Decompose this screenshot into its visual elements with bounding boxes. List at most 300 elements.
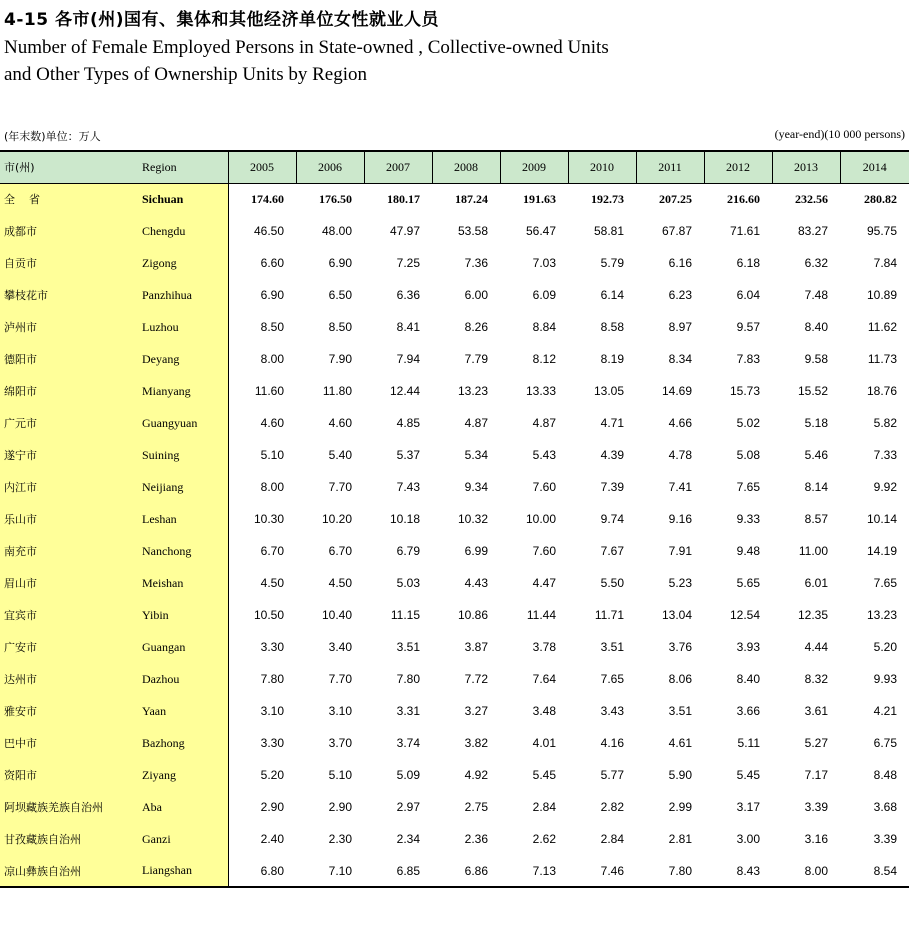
value-cell: 3.17 [736, 800, 760, 814]
city-name-cell: 泸州市 [0, 311, 132, 343]
value-cell: 9.58 [804, 352, 828, 366]
value-cell: 6.99 [464, 544, 488, 558]
region-name-cell: Aba [132, 791, 228, 823]
value-cell: 71.61 [729, 224, 760, 238]
value-cell: 4.87 [464, 416, 488, 430]
value-cell: 7.43 [396, 480, 420, 494]
region-name-cell: Dazhou [132, 663, 228, 695]
value-cell: 15.73 [729, 384, 760, 398]
city-name-cell: 眉山市 [0, 567, 132, 599]
region-name-cell: Zigong [132, 247, 228, 279]
value-cell: 13.23 [457, 384, 488, 398]
value-cell: 47.97 [389, 224, 420, 238]
city-name-cell: 乐山市 [0, 503, 132, 535]
city-name-cell: 广安市 [0, 631, 132, 663]
region-name-cell: Liangshan [132, 855, 228, 887]
region-name-cell: Sichuan [132, 183, 228, 215]
city-name-cell: 雅安市 [0, 695, 132, 727]
value-cell: 5.77 [600, 768, 624, 782]
value-cell: 3.93 [736, 640, 760, 654]
value-cell: 5.20 [260, 768, 284, 782]
value-cell: 7.83 [736, 352, 760, 366]
value-cell: 174.60 [251, 191, 284, 206]
value-cell: 3.30 [260, 640, 284, 654]
value-cell: 5.43 [532, 448, 556, 462]
table-row [0, 695, 909, 727]
region-name-cell: Luzhou [132, 311, 228, 343]
value-cell: 46.50 [253, 224, 284, 238]
value-cell: 4.60 [260, 416, 284, 430]
column-header-year: 2011 [636, 151, 704, 183]
value-cell: 4.16 [600, 736, 624, 750]
table-row [0, 375, 909, 407]
value-cell: 7.80 [636, 855, 704, 887]
value-cell: 2.30 [328, 832, 352, 846]
table-body [0, 183, 909, 887]
column-header-year: 2014 [840, 151, 909, 183]
city-name-cell: 内江市 [0, 471, 132, 503]
value-cell: 4.85 [396, 416, 420, 430]
value-cell: 5.08 [736, 448, 760, 462]
table-row [0, 759, 909, 791]
table-row [0, 247, 909, 279]
city-name-cell: 甘孜藏族自治州 [0, 823, 132, 855]
value-cell: 11.71 [594, 608, 624, 622]
table-row [0, 823, 909, 855]
value-cell: 3.31 [396, 704, 420, 718]
value-cell: 4.43 [464, 576, 488, 590]
value-cell: 8.97 [668, 320, 692, 334]
table-row [0, 599, 909, 631]
city-name-cell: 凉山彝族自治州 [0, 855, 132, 887]
value-cell: 11.80 [322, 384, 352, 398]
value-cell: 191.63 [523, 191, 556, 206]
table-row [0, 439, 909, 471]
value-cell: 5.10 [260, 448, 284, 462]
column-header-year: 2010 [568, 151, 636, 183]
value-cell: 232.56 [795, 191, 828, 206]
value-cell: 5.10 [328, 768, 352, 782]
value-cell: 5.11 [737, 736, 760, 750]
table-row [0, 535, 909, 567]
value-cell: 2.97 [396, 800, 420, 814]
column-header-year: 2009 [500, 151, 568, 183]
value-cell: 4.60 [328, 416, 352, 430]
value-cell: 18.76 [866, 384, 897, 398]
table-row-total [0, 183, 909, 215]
value-cell: 8.40 [804, 320, 828, 334]
value-cell: 7.65 [736, 480, 760, 494]
value-cell: 10.32 [457, 512, 488, 526]
value-cell: 2.81 [668, 832, 692, 846]
value-cell: 4.71 [600, 416, 624, 430]
value-cell: 2.34 [396, 832, 420, 846]
value-cell: 4.87 [532, 416, 556, 430]
value-cell: 7.80 [396, 672, 420, 686]
region-name-cell: Meishan [132, 567, 228, 599]
value-cell: 2.75 [464, 800, 488, 814]
value-cell: 2.90 [260, 800, 284, 814]
value-cell: 2.84 [600, 832, 624, 846]
value-cell: 6.70 [260, 544, 284, 558]
city-name-cell: 南充市 [0, 535, 132, 567]
value-cell: 6.09 [532, 288, 556, 302]
value-cell: 3.51 [600, 640, 624, 654]
value-cell: 53.58 [457, 224, 488, 238]
value-cell: 6.04 [736, 288, 760, 302]
value-cell: 4.50 [328, 576, 352, 590]
column-header-year: 2005 [228, 151, 296, 183]
city-name-cell: 广元市 [0, 407, 132, 439]
value-cell: 10.86 [457, 608, 488, 622]
value-cell: 7.39 [600, 480, 624, 494]
region-name-cell: Mianyang [132, 375, 228, 407]
table-row [0, 567, 909, 599]
value-cell: 2.99 [668, 800, 692, 814]
table-row [0, 791, 909, 823]
value-cell: 8.06 [668, 672, 692, 686]
column-header-year: 2012 [704, 151, 772, 183]
value-cell: 8.41 [396, 320, 420, 334]
city-name-cell: 宜宾市 [0, 599, 132, 631]
value-cell: 8.12 [532, 352, 556, 366]
region-name-cell: Yibin [132, 599, 228, 631]
table-row [0, 407, 909, 439]
value-cell: 6.01 [804, 576, 828, 590]
value-cell: 3.16 [804, 832, 828, 846]
value-cell: 7.17 [804, 768, 828, 782]
value-cell: 8.50 [260, 320, 284, 334]
value-cell: 9.34 [464, 480, 488, 494]
value-cell: 8.14 [804, 480, 828, 494]
value-cell: 6.75 [873, 736, 897, 750]
value-cell: 7.64 [532, 672, 556, 686]
value-cell: 5.09 [396, 768, 420, 782]
value-cell: 5.65 [736, 576, 760, 590]
value-cell: 2.90 [328, 800, 352, 814]
value-cell: 3.27 [464, 704, 488, 718]
value-cell: 2.82 [600, 800, 624, 814]
region-name-cell: Neijiang [132, 471, 228, 503]
value-cell: 83.27 [797, 224, 828, 238]
value-cell: 6.23 [668, 288, 692, 302]
value-cell: 7.48 [804, 288, 828, 302]
value-cell: 14.19 [866, 544, 897, 558]
value-cell: 7.72 [464, 672, 488, 686]
value-cell: 3.66 [736, 704, 760, 718]
city-name-cell: 巴中市 [0, 727, 132, 759]
value-cell: 5.23 [668, 576, 692, 590]
column-header-year: 2013 [772, 151, 840, 183]
city-name-cell: 全省 [0, 183, 132, 215]
value-cell: 6.90 [260, 288, 284, 302]
unit-note-english: (year-end)(10 000 persons) [774, 127, 905, 141]
value-cell: 5.37 [396, 448, 420, 462]
value-cell: 48.00 [321, 224, 352, 238]
value-cell: 10.20 [321, 512, 352, 526]
value-cell: 187.24 [455, 191, 488, 206]
value-cell: 7.60 [532, 544, 556, 558]
value-cell: 4.92 [464, 768, 488, 782]
data-table [0, 150, 909, 888]
value-cell: 67.87 [661, 224, 692, 238]
region-name-cell: Bazhong [132, 727, 228, 759]
value-cell: 216.60 [727, 191, 760, 206]
value-cell: 6.16 [668, 256, 692, 270]
value-cell: 3.78 [532, 640, 556, 654]
city-name-cell: 达州市 [0, 663, 132, 695]
value-cell: 8.32 [804, 672, 828, 686]
city-name-cell: 资阳市 [0, 759, 132, 791]
region-name-cell: Leshan [132, 503, 228, 535]
value-cell: 3.39 [804, 800, 828, 814]
value-cell: 8.43 [704, 855, 772, 887]
value-cell: 56.47 [525, 224, 556, 238]
region-name-cell: Panzhihua [132, 279, 228, 311]
value-cell: 10.89 [866, 288, 897, 302]
value-cell: 6.90 [328, 256, 352, 270]
value-cell: 3.70 [328, 736, 352, 750]
value-cell: 8.48 [873, 768, 897, 782]
value-cell: 3.87 [464, 640, 488, 654]
value-cell: 176.50 [319, 191, 352, 206]
value-cell: 7.65 [600, 672, 624, 686]
value-cell: 6.86 [432, 855, 500, 887]
value-cell: 9.57 [736, 320, 760, 334]
value-cell: 8.50 [328, 320, 352, 334]
value-cell: 7.80 [260, 672, 284, 686]
region-name-cell: Suining [132, 439, 228, 471]
value-cell: 5.79 [600, 256, 624, 270]
value-cell: 10.40 [321, 608, 352, 622]
value-cell: 4.66 [668, 416, 692, 430]
value-cell: 9.74 [600, 512, 624, 526]
value-cell: 7.70 [328, 672, 352, 686]
value-cell: 207.25 [659, 191, 692, 206]
table-row [0, 631, 909, 663]
value-cell: 7.33 [873, 448, 897, 462]
value-cell: 5.82 [873, 416, 897, 430]
value-cell: 6.80 [228, 855, 296, 887]
value-cell: 7.67 [600, 544, 624, 558]
value-cell: 7.25 [396, 256, 420, 270]
value-cell: 4.78 [668, 448, 692, 462]
value-cell: 6.18 [736, 256, 760, 270]
value-cell: 7.60 [532, 480, 556, 494]
value-cell: 8.19 [600, 352, 624, 366]
column-header-city: 市(州) [0, 151, 132, 183]
value-cell: 7.70 [328, 480, 352, 494]
value-cell: 6.14 [600, 288, 624, 302]
city-name-cell: 遂宁市 [0, 439, 132, 471]
city-name-cell: 自贡市 [0, 247, 132, 279]
table-row [0, 311, 909, 343]
region-name-cell: Deyang [132, 343, 228, 375]
value-cell: 12.35 [797, 608, 828, 622]
value-cell: 7.13 [500, 855, 568, 887]
value-cell: 7.03 [532, 256, 556, 270]
value-cell: 7.10 [296, 855, 364, 887]
value-cell: 7.90 [328, 352, 352, 366]
city-name-cell: 阿坝藏族羌族自治州 [0, 791, 132, 823]
region-name-cell: Guangan [132, 631, 228, 663]
value-cell: 7.65 [873, 576, 897, 590]
value-cell: 10.00 [525, 512, 556, 526]
value-cell: 11.62 [867, 320, 897, 334]
value-cell: 3.61 [804, 704, 828, 718]
value-cell: 5.18 [804, 416, 828, 430]
value-cell: 5.40 [328, 448, 352, 462]
table-row [0, 279, 909, 311]
value-cell: 7.79 [464, 352, 488, 366]
table-title-english-line2: and Other Types of Ownership Units by Region [4, 64, 367, 85]
value-cell: 10.18 [389, 512, 420, 526]
value-cell: 3.40 [328, 640, 352, 654]
value-cell: 3.10 [328, 704, 352, 718]
value-cell: 8.57 [804, 512, 828, 526]
value-cell: 2.36 [464, 832, 488, 846]
value-cell: 4.61 [668, 736, 692, 750]
value-cell: 9.33 [736, 512, 760, 526]
header-row [0, 151, 909, 183]
value-cell: 2.62 [532, 832, 556, 846]
region-name-cell: Ziyang [132, 759, 228, 791]
column-header-region: Region [132, 151, 228, 183]
value-cell: 9.93 [873, 672, 897, 686]
table-row [0, 663, 909, 695]
value-cell: 95.75 [866, 224, 897, 238]
value-cell: 3.39 [873, 832, 897, 846]
table-title-english-line1: Number of Female Employed Persons in State-owned , Collective-owned Units [4, 37, 609, 58]
value-cell: 12.44 [389, 384, 420, 398]
value-cell: 3.51 [396, 640, 420, 654]
table-row [0, 855, 909, 887]
value-cell: 6.70 [328, 544, 352, 558]
region-name-cell: Chengdu [132, 215, 228, 247]
value-cell: 6.79 [396, 544, 420, 558]
value-cell: 8.34 [668, 352, 692, 366]
value-cell: 5.90 [668, 768, 692, 782]
value-cell: 6.60 [260, 256, 284, 270]
value-cell: 11.73 [867, 352, 897, 366]
value-cell: 3.00 [736, 832, 760, 846]
value-cell: 7.94 [396, 352, 420, 366]
city-name-cell: 绵阳市 [0, 375, 132, 407]
value-cell: 3.76 [668, 640, 692, 654]
table-title-chinese: 4-15 各市(州)国有、集体和其他经济单位女性就业人员 [4, 10, 439, 30]
value-cell: 9.48 [736, 544, 760, 558]
value-cell: 5.34 [464, 448, 488, 462]
value-cell: 7.41 [668, 480, 692, 494]
value-cell: 10.30 [253, 512, 284, 526]
value-cell: 5.50 [600, 576, 624, 590]
value-cell: 3.43 [600, 704, 624, 718]
value-cell: 8.00 [260, 352, 284, 366]
column-header-year: 2008 [432, 151, 500, 183]
value-cell: 3.51 [668, 704, 692, 718]
value-cell: 8.40 [736, 672, 760, 686]
value-cell: 13.33 [525, 384, 556, 398]
value-cell: 10.50 [253, 608, 284, 622]
value-cell: 2.84 [532, 800, 556, 814]
value-cell: 12.54 [729, 608, 760, 622]
value-cell: 3.30 [260, 736, 284, 750]
value-cell: 280.82 [864, 191, 897, 206]
value-cell: 4.50 [260, 576, 284, 590]
value-cell: 192.73 [591, 191, 624, 206]
table-row [0, 503, 909, 535]
city-name-cell: 成都市 [0, 215, 132, 247]
value-cell: 8.00 [260, 480, 284, 494]
value-cell: 7.46 [568, 855, 636, 887]
value-cell: 58.81 [593, 224, 624, 238]
value-cell: 5.27 [804, 736, 828, 750]
value-cell: 3.74 [396, 736, 420, 750]
value-cell: 8.54 [840, 855, 909, 887]
value-cell: 5.02 [736, 416, 760, 430]
value-cell: 6.36 [396, 288, 420, 302]
value-cell: 11.44 [526, 608, 556, 622]
value-cell: 4.21 [873, 704, 897, 718]
value-cell: 5.45 [532, 768, 556, 782]
unit-note-chinese: (年末数)单位：万人 [4, 130, 101, 143]
value-cell: 11.60 [254, 384, 284, 398]
table-row [0, 727, 909, 759]
column-header-year: 2006 [296, 151, 364, 183]
value-cell: 6.50 [328, 288, 352, 302]
value-cell: 8.84 [532, 320, 556, 334]
value-cell: 9.92 [873, 480, 897, 494]
value-cell: 5.03 [396, 576, 420, 590]
value-cell: 9.16 [668, 512, 692, 526]
table-row [0, 471, 909, 503]
value-cell: 6.85 [364, 855, 432, 887]
value-cell: 15.52 [797, 384, 828, 398]
value-cell: 6.32 [804, 256, 828, 270]
value-cell: 7.84 [873, 256, 897, 270]
value-cell: 3.10 [260, 704, 284, 718]
value-cell: 3.48 [532, 704, 556, 718]
value-cell: 8.00 [772, 855, 840, 887]
column-header-year: 2007 [364, 151, 432, 183]
value-cell: 6.00 [464, 288, 488, 302]
value-cell: 4.39 [600, 448, 624, 462]
value-cell: 3.82 [464, 736, 488, 750]
region-name-cell: Guangyuan [132, 407, 228, 439]
value-cell: 13.23 [866, 608, 897, 622]
value-cell: 5.20 [873, 640, 897, 654]
value-cell: 8.58 [600, 320, 624, 334]
value-cell: 10.14 [866, 512, 897, 526]
value-cell: 5.46 [804, 448, 828, 462]
value-cell: 5.45 [736, 768, 760, 782]
table-row [0, 215, 909, 247]
value-cell: 4.44 [804, 640, 828, 654]
value-cell: 8.26 [464, 320, 488, 334]
city-name-cell: 攀枝花市 [0, 279, 132, 311]
value-cell: 180.17 [387, 191, 420, 206]
value-cell: 4.01 [532, 736, 556, 750]
city-name-cell: 德阳市 [0, 343, 132, 375]
value-cell: 3.68 [873, 800, 897, 814]
value-cell: 13.04 [661, 608, 692, 622]
region-name-cell: Yaan [132, 695, 228, 727]
region-name-cell: Nanchong [132, 535, 228, 567]
value-cell: 2.40 [260, 832, 284, 846]
value-cell: 7.91 [668, 544, 692, 558]
value-cell: 14.69 [661, 384, 692, 398]
value-cell: 7.36 [464, 256, 488, 270]
